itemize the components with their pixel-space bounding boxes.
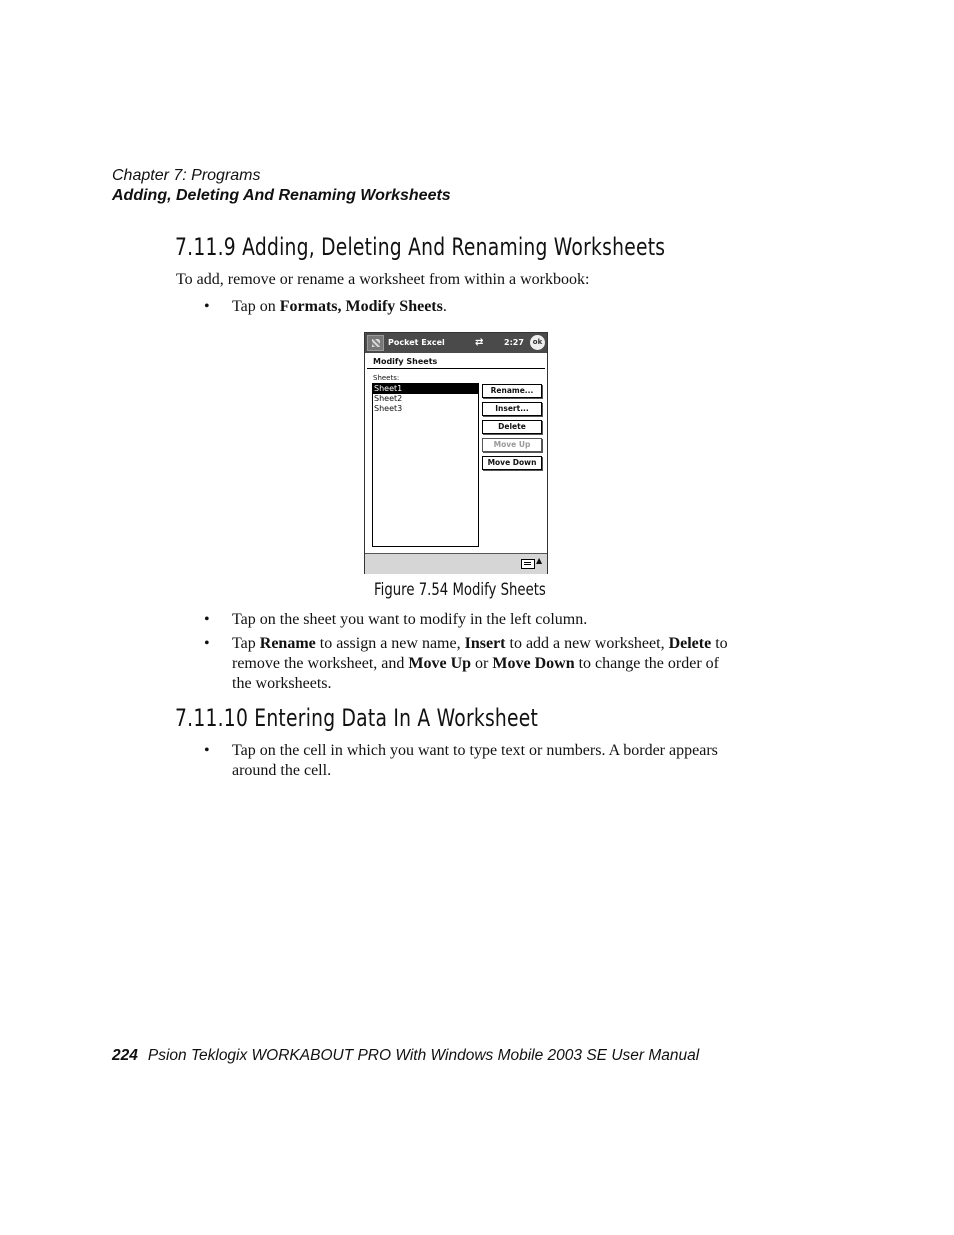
intro-paragraph: To add, remove or rename a worksheet from within a workbook: — [176, 271, 590, 288]
running-header-chapter: Chapter 7: Programs — [112, 167, 261, 184]
sheet-list[interactable] — [372, 383, 479, 547]
list-item[interactable]: Sheet2 — [374, 394, 403, 403]
running-header-section: Adding, Deleting And Renaming Worksheets — [112, 187, 451, 204]
bottom-bar — [365, 553, 547, 574]
list-item[interactable]: Sheet3 — [374, 404, 403, 413]
section-heading: 7.11.10 Entering Data In A Worksheet — [175, 704, 539, 732]
title-bar — [365, 333, 547, 353]
sheets-label: Sheets: — [373, 374, 400, 382]
list-item[interactable]: Sheet1 — [373, 384, 478, 394]
manual-title: Psion Teklogix WORKABOUT PRO With Windows Mobile 2003 SE User Manual — [147, 1047, 700, 1064]
move-up-button[interactable]: Move Up — [482, 438, 542, 452]
input-menu-arrow-icon[interactable]: ▲ — [536, 556, 543, 565]
section-heading: 7.11.9 Adding, Deleting And Renaming Worksheets — [175, 233, 666, 261]
divider — [367, 368, 545, 369]
dialog-title: Modify Sheets — [373, 357, 438, 366]
page-number: 224 — [112, 1047, 138, 1064]
delete-button[interactable]: Delete — [482, 420, 542, 434]
connectivity-icon[interactable]: ⇄ — [475, 337, 484, 348]
keyboard-icon[interactable] — [521, 559, 535, 569]
move-down-button[interactable]: Move Down — [482, 456, 542, 470]
ok-button[interactable]: ok — [530, 335, 545, 350]
figure-caption: Figure 7.54 Modify Sheets — [374, 580, 546, 600]
insert-button[interactable]: Insert... — [482, 402, 542, 416]
windows-start-icon[interactable] — [367, 335, 384, 351]
clock: 2:27 — [504, 338, 524, 347]
app-title: Pocket Excel — [388, 338, 445, 347]
rename-button[interactable]: Rename... — [482, 384, 542, 398]
device-screenshot — [364, 332, 548, 574]
page-footer — [112, 1047, 699, 1065]
